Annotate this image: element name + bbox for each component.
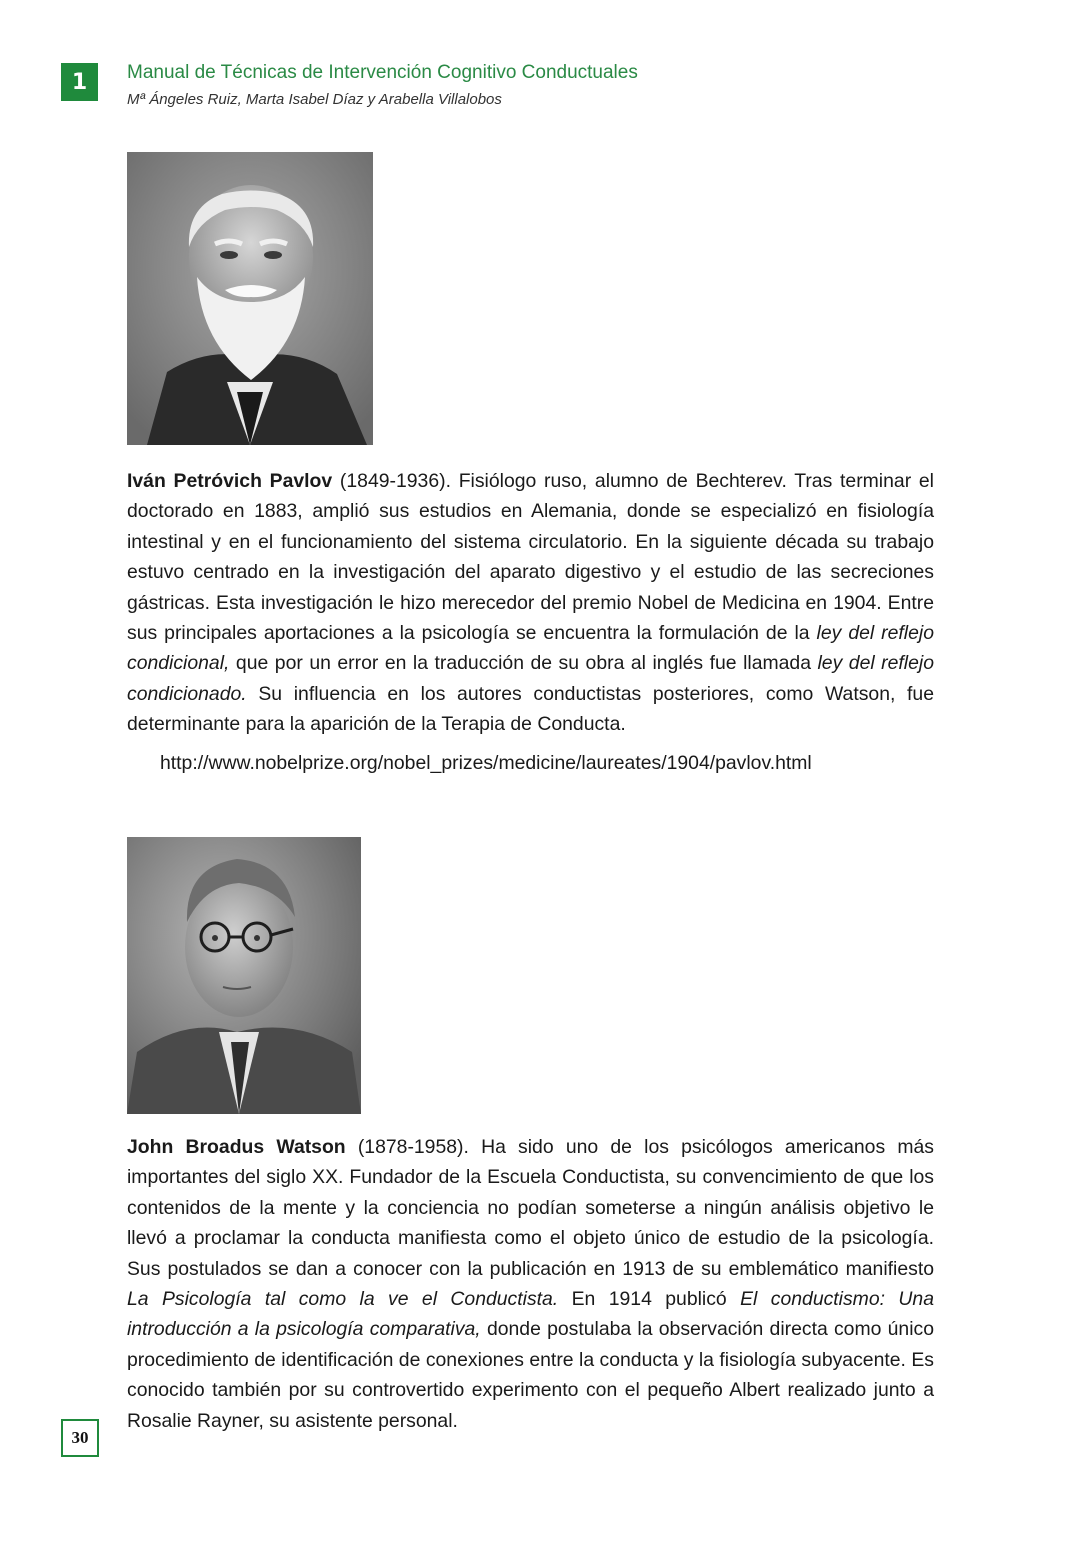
book-title: Manual de Técnicas de Intervención Cognitivo Conductuales xyxy=(127,62,638,83)
watson-text-1: (1878-1958). Ha sido uno de los psicólogos americanos más importantes del siglo XX. Fundador de la Escuela Conductista, su convencimiento de que los contenidos de la mente y la conciencia no podían someterse a ningún análisis objetivo le llevó a proclamar la conducta manifiesta como el objeto único de estudio de la psicología. Sus postulados se dan a conocer con la publicación en 1913 de su emblemático manifiesto xyxy=(127,1136,934,1280)
watson-text-2: En 1914 publicó xyxy=(558,1288,741,1311)
pavlov-term-1: ley del reflejo condicional, xyxy=(127,622,934,675)
watson-name: John Broadus Watson xyxy=(127,1136,346,1158)
pavlov-biography xyxy=(127,466,934,740)
page-number: 30 xyxy=(61,1419,99,1457)
chapter-number-badge: 1 xyxy=(61,63,98,101)
watson-work-2: El conductismo: Una introducción a la psicología comparativa, xyxy=(127,1288,934,1341)
pavlov-text-1: (1849-1936). Fisiólogo ruso, alumno de Bechterev. Tras terminar el doctorado en 1883, amplió sus estudios en Alemania, donde se especializó en fisiología intestinal y en el funcionamiento del sistema circulatorio. En la siguiente década su trabajo estuvo centrado en la investigación del aparato digestivo y el estudio de las secreciones gástricas. Esta investigación le hizo merecedor del premio Nobel de Medicina en 1904. Entre sus principales aportaciones a la psicología se encuentra la formulación de la xyxy=(127,470,934,645)
watson-work-1: La Psicología tal como la ve el Conductista. xyxy=(127,1288,559,1311)
pavlov-text-2: que por un error en la traducción de su obra al inglés fue llamada xyxy=(229,652,818,675)
pavlov-term-2: ley del reflejo condicionado. xyxy=(127,652,934,705)
pavlov-name: Iván Petróvich Pavlov xyxy=(127,470,333,492)
watson-biography xyxy=(127,1132,934,1436)
book-authors: Mª Ángeles Ruiz, Marta Isabel Díaz y Arabella Villalobos xyxy=(127,91,502,108)
pavlov-text-3: Su influencia en los autores conductistas posteriores, como Watson, fue determinante para la aparición de la Terapia de Conducta. xyxy=(127,682,934,736)
pavlov-portrait xyxy=(127,152,373,445)
watson-portrait xyxy=(127,837,361,1114)
nobel-prize-link[interactable]: http://www.nobelprize.org/nobel_prizes/medicine/laureates/1904/pavlov.html xyxy=(160,752,812,774)
watson-text-3: donde postulaba la observación directa como único procedimiento de identificación de conexiones entre la conducta y la fisiología subyacente. Es conocido también por su controvertido experimento con el pequeño Albert realizado junto a Rosalie Rayner, su asistente personal. xyxy=(127,1318,934,1432)
